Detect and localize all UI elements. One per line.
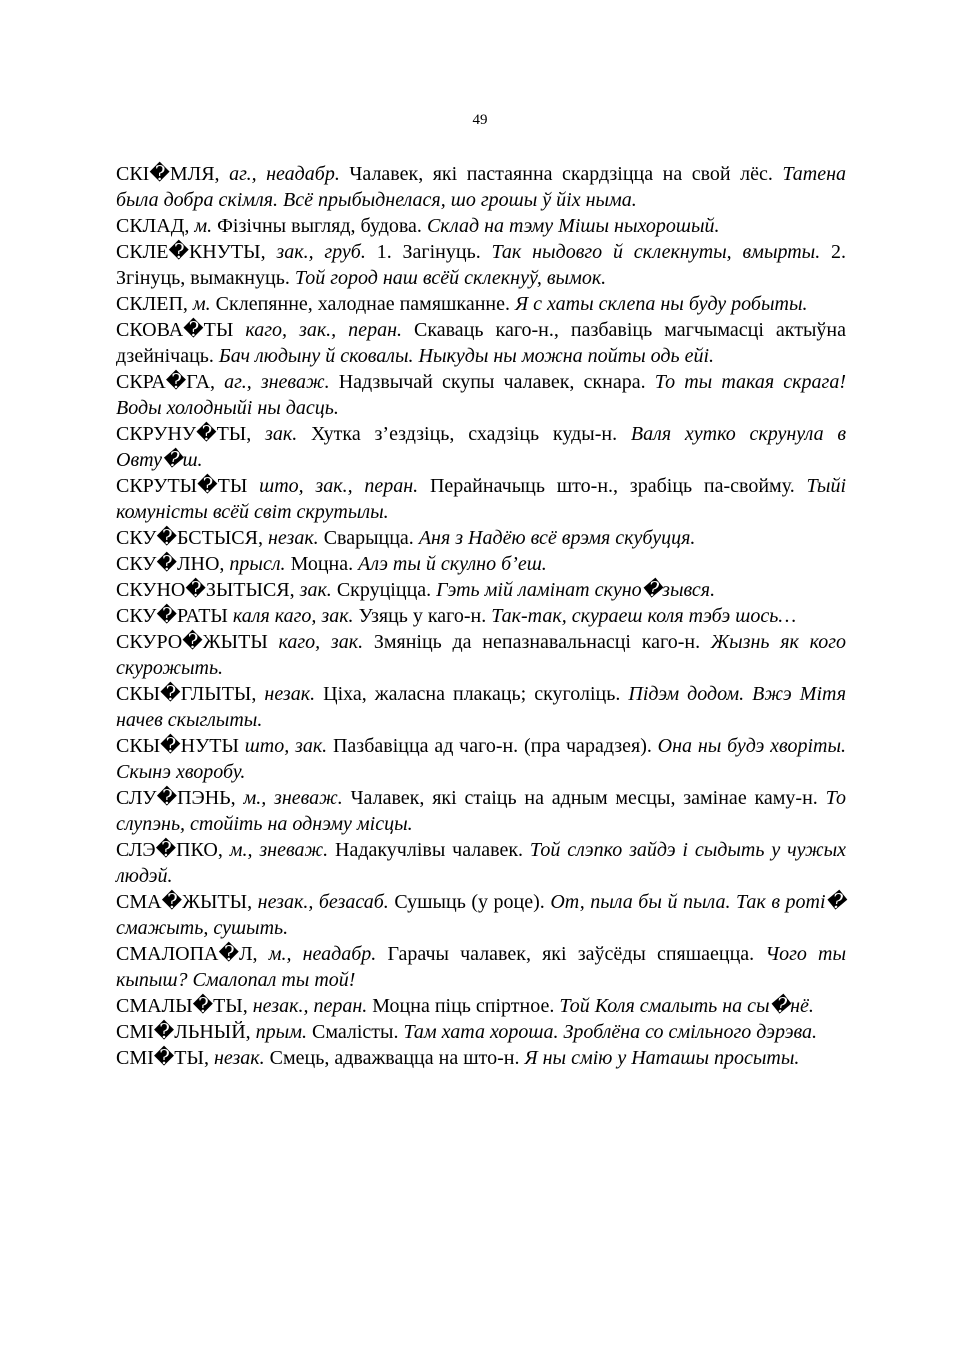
- entry-headword: СЛУ�ПЭНЬ,: [116, 787, 236, 809]
- dictionary-entry: [116, 1045, 846, 1071]
- entry-definition: 1. Загінуць.: [376, 241, 481, 263]
- entry-definition: Перайначыць што-н., зрабіць па-свойму.: [429, 475, 795, 497]
- entry-grammar: прысл.: [229, 553, 286, 575]
- entry-definition: Чалавек, які пастаянна скардзіцца на свой лёс.: [349, 163, 773, 185]
- entry-definition: Чалавек, які стаіць на адным месцы, замінае каму-н.: [350, 787, 818, 809]
- entry-headword: СКРУТЫ�ТЫ: [116, 475, 248, 497]
- entry-grammar: незак.: [213, 1047, 265, 1069]
- entry-headword: СМІ�ТЫ,: [116, 1047, 209, 1069]
- entry-example: Склад на тэму Мішы ныхорошый.: [426, 215, 720, 237]
- entry-headword: СКЫ�ГЛЫТЫ,: [116, 683, 257, 705]
- entry-example: Я ны смію у Наташы просыты.: [524, 1047, 800, 1069]
- entry-example: Той Коля смалыть на сы�нё.: [559, 995, 814, 1017]
- entry-headword: СМАЛОПА�Л,: [116, 943, 258, 965]
- entry-definition: Склепянне, халоднае памяшканне.: [215, 293, 511, 315]
- entry-headword: СКУРО�ЖЫТЫ: [116, 631, 268, 653]
- entry-grammar: незак., безасаб.: [257, 891, 389, 913]
- entry-definition: Скруціцца.: [336, 579, 432, 601]
- entry-definition: Моцна.: [290, 553, 354, 575]
- entry-definition: Сварыцца.: [323, 527, 414, 549]
- entry-grammar: м., неадабр.: [268, 943, 377, 965]
- entry-example: Алэ ты й скулно б’еш.: [358, 553, 547, 575]
- entry-grammar: незак., перан.: [252, 995, 368, 1017]
- entry-headword: СКУНО�ЗЫТЫСЯ,: [116, 579, 295, 601]
- entry-grammar: прым.: [255, 1021, 307, 1043]
- dictionary-entry: [116, 161, 846, 213]
- entry-headword: СКІ�МЛЯ,: [116, 163, 220, 185]
- entry-grammar: аг., зневаж.: [224, 371, 330, 393]
- entry-headword: СМІ�ЛЬНЫЙ,: [116, 1021, 251, 1043]
- dictionary-entry: [116, 941, 846, 993]
- entry-grammar: зак., груб.: [276, 241, 366, 263]
- entry-example-2: Той город наш всёй склекнуў, вымок.: [294, 267, 607, 289]
- dictionary-entry: [116, 889, 846, 941]
- dictionary-entry: [116, 421, 846, 473]
- entry-headword: СКЛЕ�КНУТЫ,: [116, 241, 266, 263]
- entry-grammar: незак.: [267, 527, 319, 549]
- entry-definition: Хутка з’ездзіць, схадзіць куды-н.: [311, 423, 618, 445]
- entry-example: Я с хаты склепа ны буду робыты.: [515, 293, 808, 315]
- entry-grammar: каля каго, зак.: [232, 605, 354, 627]
- entry-example: Чого ты кыпыш? Смалопал ты той!: [116, 943, 847, 991]
- entry-example: Гэть мій ламінат скуно�зывся.: [436, 579, 716, 601]
- entry-grammar: незак.: [264, 683, 316, 705]
- entry-headword: СКРА�ГА,: [116, 371, 216, 393]
- entry-grammar: м.: [192, 293, 211, 315]
- entry-example: Жызнь як кого скурожыть.: [116, 631, 847, 679]
- entry-grammar: м., зневаж.: [243, 787, 343, 809]
- entry-grammar: што, зак., перан.: [259, 475, 419, 497]
- entry-grammar: каго, зак.: [278, 631, 364, 653]
- entry-headword: СКУ�РАТЫ: [116, 605, 228, 627]
- entry-example: Татена была добра скімля. Всё прыбыднелася, шо грошы ў йіх ныма.: [116, 163, 847, 211]
- entry-grammar: зак.: [265, 423, 298, 445]
- entry-definition: Фізічны выгляд, будова.: [217, 215, 422, 237]
- dictionary-entry: [116, 317, 846, 369]
- entry-headword: СКОВА�ТЫ: [116, 319, 234, 341]
- entry-headword: СМА�ЖЫТЫ,: [116, 891, 253, 913]
- dictionary-entry: [116, 291, 846, 317]
- entry-definition: Гарачы чалавек, які заўсёды спяшаецца.: [387, 943, 755, 965]
- entry-example: Тыйі комуністы всёй світ скрутылы.: [116, 475, 847, 523]
- dictionary-entry: [116, 785, 846, 837]
- dictionary-entry: [116, 993, 846, 1019]
- entry-definition: Скаваць каго-н., пазбавіць магчымасці актыўна дзейнічаць.: [116, 319, 846, 367]
- entry-definition: Моцна піць спіртное.: [372, 995, 555, 1017]
- entry-headword: СКУ�ЛНО,: [116, 553, 225, 575]
- dictionary-entry: [116, 213, 846, 239]
- entry-example: Так-так, скураеш коля тэбэ шось…: [491, 605, 797, 627]
- entry-grammar: зак.: [299, 579, 332, 601]
- entry-definition: Ціха, жаласна плакаць; скуголіць.: [323, 683, 621, 705]
- entry-headword: СКУ�БСТЫСЯ,: [116, 527, 263, 549]
- page-number: 49: [472, 112, 488, 128]
- entry-definition-2: 2. Згінуць, вымакнуць.: [116, 241, 847, 289]
- dictionary-entry: [116, 733, 846, 785]
- dictionary-entry: [116, 369, 846, 421]
- entry-example: Там хата хороша. Зроблёна со смільного дэрэва.: [403, 1021, 818, 1043]
- dictionary-entry: [116, 473, 846, 525]
- entry-definition: Пазбавіцца ад чаго-н. (пра чарадзея).: [332, 735, 652, 757]
- entry-example: Той слэпко зайдэ і сыдыть у чужых людэй.: [116, 839, 847, 887]
- dictionary-entry: [116, 1019, 846, 1045]
- dictionary-entry: [116, 551, 846, 577]
- entry-example: Валя хутко скрунула в Овту�ш.: [116, 423, 847, 471]
- dictionary-entry: [116, 681, 846, 733]
- entry-example: То слупэнь, стойіть на однэму місцы.: [116, 787, 846, 835]
- entry-example: То ты такая скрага! Воды холодныйі ны дасць.: [116, 371, 846, 419]
- dictionary-entry: [116, 525, 846, 551]
- entry-example: Аня з Надёю всё врэмя скубуцця.: [418, 527, 696, 549]
- entry-definition: Надзвычай скупы чалавек, скнара.: [338, 371, 646, 393]
- dictionary-entry: [116, 603, 846, 629]
- entry-definition: Сушыць (у роце).: [394, 891, 545, 913]
- dictionary-entry: [116, 629, 846, 681]
- entry-example: Она ны будэ хворіты. Скынэ хворобу.: [116, 735, 847, 783]
- entry-grammar: м.: [194, 215, 213, 237]
- entry-headword: СКЛЕП,: [116, 293, 188, 315]
- entry-definition: Смалісты.: [311, 1021, 399, 1043]
- entry-example: От, пыла бы й пыла. Так в роті� смажыть, сушыть.: [116, 891, 847, 939]
- entry-grammar: аг., неадабр.: [229, 163, 340, 185]
- entry-definition: Смець, адважвацца на што-н.: [269, 1047, 520, 1069]
- dictionary-entry: [116, 577, 846, 603]
- entry-definition: Змяніць да непазнавальнасці каго-н.: [373, 631, 701, 653]
- dictionary-entry: [116, 837, 846, 889]
- entry-headword: СЛЭ�ПКО,: [116, 839, 223, 861]
- entry-example: Так ныдовго й склекнуты, вмырты.: [491, 241, 821, 263]
- entry-headword: СМАЛЫ�ТЫ,: [116, 995, 248, 1017]
- entry-definition: Надакучлівы чалавек.: [335, 839, 524, 861]
- entry-headword: СКЫ�НУТЫ: [116, 735, 239, 757]
- entry-headword: СКРУНУ�ТЫ,: [116, 423, 252, 445]
- entry-example: Підэм додом. Вжэ Мітя начев скыглыты.: [116, 683, 846, 731]
- entry-example: Бач людыну й сковалы. Ныкуды ны можна пойты одь ейі.: [218, 345, 715, 367]
- entry-grammar: што, зак.: [244, 735, 328, 757]
- dictionary-entries: [116, 161, 846, 1071]
- entry-grammar: м., зневаж.: [229, 839, 329, 861]
- entry-definition: Узяць у каго-н.: [358, 605, 487, 627]
- entry-headword: СКЛАД,: [116, 215, 190, 237]
- dictionary-entry: [116, 239, 846, 291]
- entry-grammar: каго, зак., перан.: [245, 319, 402, 341]
